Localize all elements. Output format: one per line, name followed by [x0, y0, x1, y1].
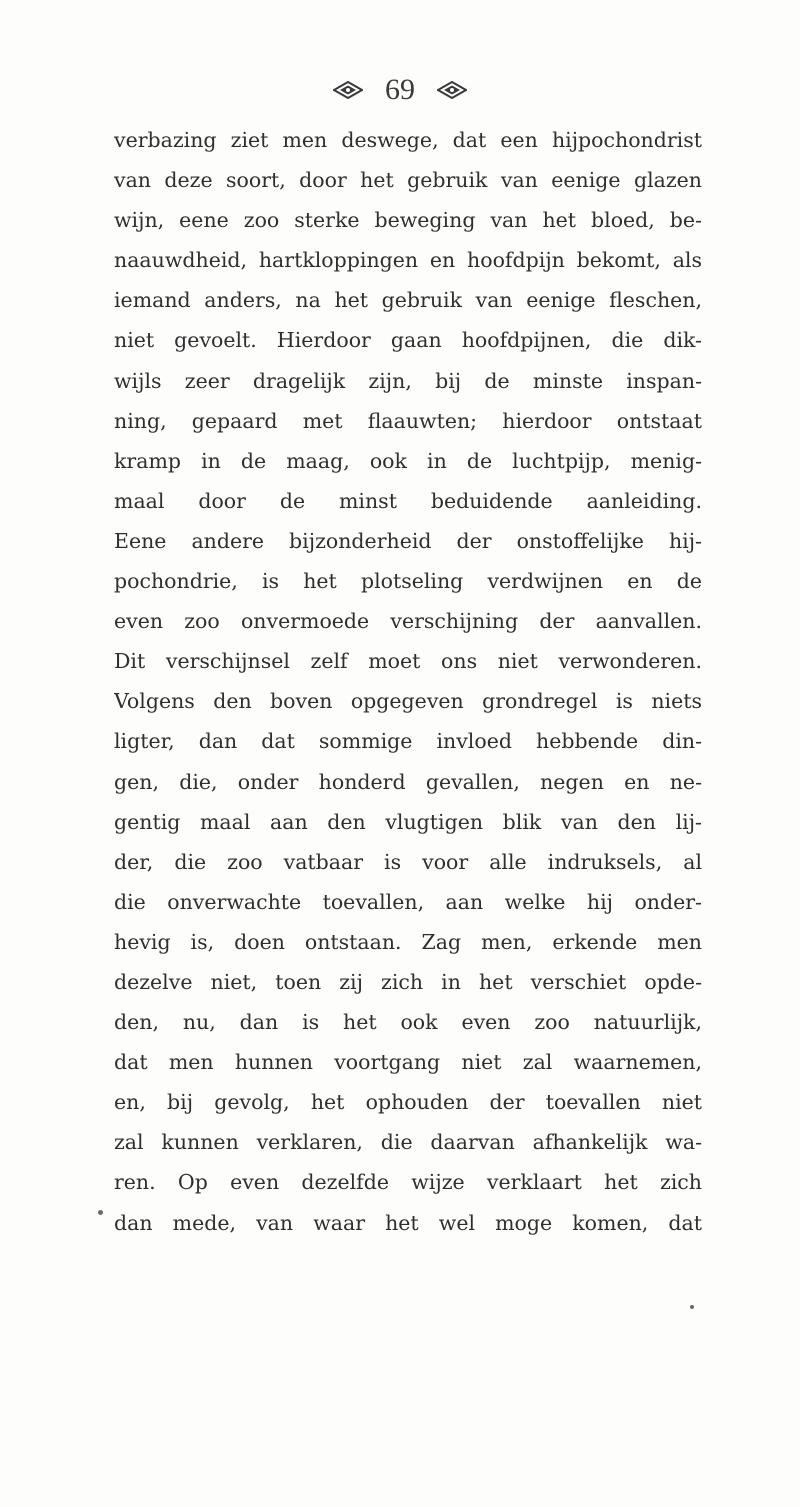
text-line: van deze soort, door het gebruik van eenige glazen [114, 168, 702, 193]
text-line: ligter, dan dat sommige invloed hebbende din- [114, 729, 702, 754]
page-number: 69 [385, 73, 415, 106]
text-line: ning, gepaard met flaauwten; hierdoor ontstaat [114, 408, 702, 433]
text-line: dezelve niet, toen zij zich in het verschiet opde- [114, 969, 702, 994]
text-line: dan mede, van waar het wel moge komen, dat [114, 1210, 702, 1235]
page-body-text [114, 120, 702, 1243]
text-line: der, die zoo vatbaar is voor alle indruksels, al [114, 849, 702, 874]
text-line: pochondrie, is het plotseling verdwijnen en de [114, 569, 702, 594]
text-line: zal kunnen verklaren, die daarvan afhankelijk wa- [114, 1130, 702, 1155]
text-line: Dit verschijnsel zelf moet ons niet verwonderen. [114, 649, 702, 674]
text-line: hevig is, doen ontstaan. Zag men, erkende men [114, 929, 702, 954]
text-line: wijn, eene zoo sterke beweging van het bloed, be- [114, 208, 702, 233]
text-line: gen, die, onder honderd gevallen, negen en ne- [114, 769, 702, 794]
text-line: en, bij gevolg, het ophouden der toevallen niet [114, 1090, 702, 1115]
paper-speck [690, 1305, 694, 1309]
text-line: maal door de minst beduidende aanleiding. [114, 488, 702, 513]
page-header [0, 70, 800, 110]
text-line: verbazing ziet men deswege, dat een hijpochondrist [114, 128, 702, 152]
paper-speck [98, 1210, 103, 1215]
text-line: Eene andere bijzonderheid der onstoffelijke hij- [114, 528, 702, 553]
text-line: ren. Op even dezelfde wijze verklaart het zich [114, 1170, 702, 1195]
diamond-ornament-left-icon [333, 81, 363, 99]
text-line: wijls zeer dragelijk zijn, bij de minste inspan- [114, 368, 702, 393]
text-line: den, nu, dan is het ook even zoo natuurlijk, [114, 1010, 702, 1035]
text-line: Volgens den boven opgegeven grondregel is niets [114, 689, 702, 714]
text-line: naauwdheid, hartkloppingen en hoofdpijn bekomt, als [114, 248, 702, 273]
text-line: dat men hunnen voortgang niet zal waarnemen, [114, 1050, 702, 1075]
text-line: kramp in de maag, ook in de luchtpijp, menig- [114, 448, 702, 473]
text-line: even zoo onvermoede verschijning der aanvallen. [114, 609, 702, 634]
diamond-ornament-right-icon [437, 81, 467, 99]
text-line: niet gevoelt. Hierdoor gaan hoofdpijnen, die dik- [114, 328, 702, 353]
text-line: iemand anders, na het gebruik van eenige fleschen, [114, 288, 702, 313]
text-line: die onverwachte toevallen, aan welke hij onder- [114, 889, 702, 914]
text-line: gentig maal aan den vlugtigen blik van den lij- [114, 809, 702, 834]
